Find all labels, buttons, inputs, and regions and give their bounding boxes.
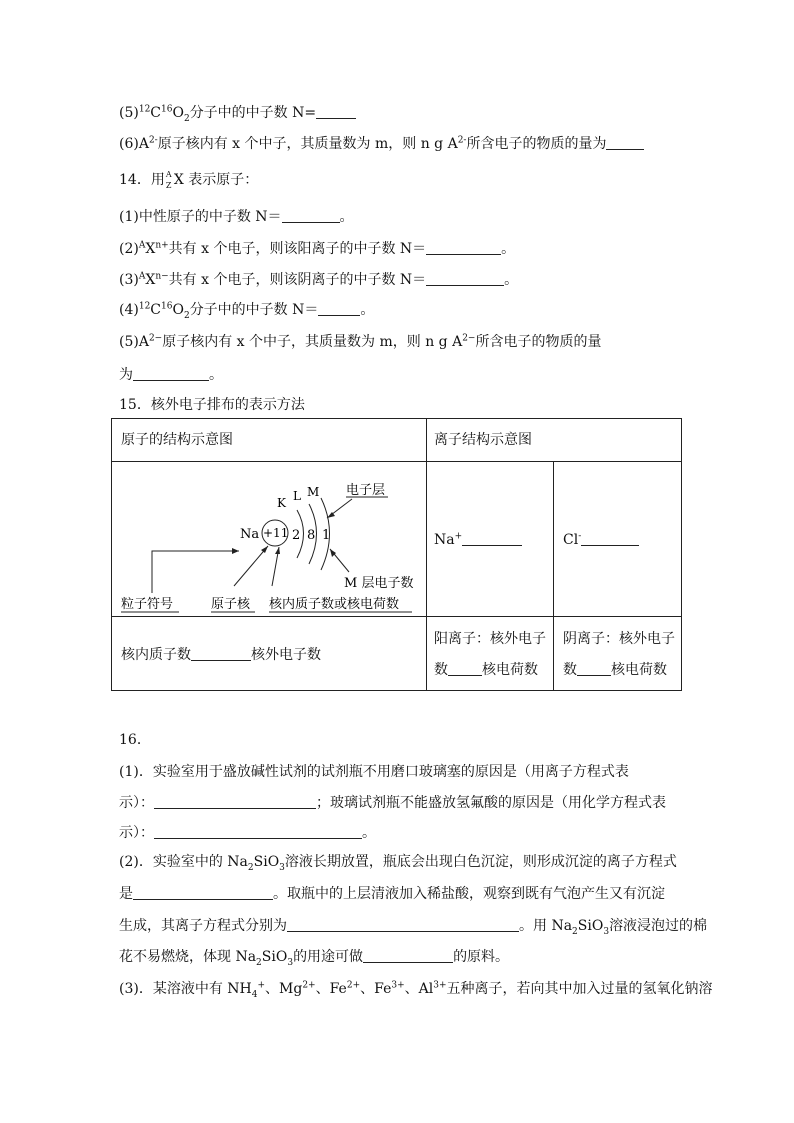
- anion-relation-line1: 阴离子：核外电子: [563, 631, 675, 647]
- answer-blank[interactable]: [282, 208, 340, 223]
- answer-blank[interactable]: [462, 531, 522, 546]
- shell-label-l: L: [293, 489, 301, 503]
- electrons-l: 8: [307, 528, 316, 543]
- answer-blank[interactable]: [426, 240, 501, 255]
- q16-part2-line3: 生成，其离子方程式分别为 。用 $Na_2SiO_3$溶液浸泡过的棉: [119, 918, 708, 937]
- q16-part1-line2: 示）： ；玻璃试剂瓶不能盛放氢氟酸的原因是（用化学方程式表: [119, 795, 666, 811]
- answer-blank[interactable]: [577, 661, 611, 676]
- q15-title: 15．核外电子排布的表示方法: [119, 397, 305, 413]
- anion-relation-line2: 数 核电荷数: [563, 662, 667, 678]
- answer-blank[interactable]: [191, 646, 251, 661]
- element-symbol: Na: [240, 527, 260, 542]
- cation-relation-line2: 数 核电荷数: [434, 662, 538, 678]
- q14-part4: $(4)^{12}C^{16}O_2$分子中的中子数 N＝ 。: [119, 301, 375, 321]
- electron-configuration-table: [111, 418, 682, 691]
- table-divider: [553, 461, 554, 691]
- atom-relation-cell: 核内质子数 核外电子数: [121, 647, 321, 663]
- label-proton-count: 核内质子数或核电荷数: [269, 597, 400, 612]
- answer-blank[interactable]: [154, 824, 362, 839]
- q14-part5: $(5)A^{2-}$原子核内有 x 个中子，其质量数为 m，则 n g $A^{2-}$所含电子的物质的量: [119, 333, 602, 350]
- q14-part5-line2: 为 。: [119, 367, 223, 383]
- answer-blank[interactable]: [581, 531, 639, 546]
- q16-part3-line1: (3)．某溶液中有 $NH_4^+$、$Mg^{2+}$、$Fe^{2+}$、$Fe^{3+}$、$Al^{3+}$五种离子，若向其中加入过量的氢氧化钠溶: [119, 980, 713, 1000]
- cl-ion-cell: Cl-: [563, 531, 639, 549]
- table-divider: [426, 419, 427, 691]
- answer-blank[interactable]: [426, 271, 504, 286]
- q13-part6: $(6)A^{2-}$原子核内有 x 个中子，其质量数为 m，则 n g $A^{2-}$所含电子的物质的量为: [119, 135, 644, 153]
- q16-part1-line3: 示）： 。: [119, 825, 376, 841]
- table-divider: [112, 616, 682, 617]
- q16-part2-line2: 是 。取瓶中的上层清液加入稀盐酸，观察到既有气泡产生又有沉淀: [119, 886, 665, 902]
- answer-blank[interactable]: [133, 366, 209, 381]
- answer-blank[interactable]: [363, 948, 453, 963]
- answer-blank[interactable]: [448, 661, 482, 676]
- answer-blank[interactable]: [154, 794, 316, 809]
- q16-part2-line4: 花不易燃烧，体现 $Na_2SiO_3$的用途可做 的原料。: [119, 949, 510, 968]
- answer-blank[interactable]: [318, 301, 360, 316]
- label-electron-layer: 电子层: [346, 483, 386, 498]
- answer-blank[interactable]: [133, 885, 273, 900]
- cation-relation-line1: 阳离子：核外电子: [434, 631, 546, 647]
- q14-part1: (1)中性原子的中子数 N＝ 。: [119, 209, 354, 225]
- answer-blank[interactable]: [316, 104, 356, 119]
- q16-part1-line1: (1)．实验室用于盛放碱性试剂的试剂瓶不用磨口玻璃塞的原因是（用离子方程式表: [119, 764, 629, 780]
- sodium-atom-diagram: [112, 462, 425, 616]
- answer-blank[interactable]: [287, 917, 519, 932]
- label-nucleus: 原子核: [211, 597, 251, 612]
- q16-number: 16．: [119, 732, 151, 748]
- shell-label-k: K: [277, 496, 286, 510]
- header-ion-diagram: 离子结构示意图: [434, 432, 532, 448]
- nucleus-charge: +11: [263, 526, 289, 540]
- q14-part3: $(3)^AX^{n-}$共有 x 个电子，则该阴离子的中子数 N＝ 。: [119, 271, 519, 288]
- q13-part5: $(5)^{12}C^{16}O_2$分子中的中子数 N=: [119, 104, 356, 122]
- label-m-layer-electrons: M 层电子数: [344, 576, 414, 591]
- answer-blank[interactable]: [606, 135, 644, 150]
- electrons-m: 1: [322, 528, 331, 543]
- q16-part2-line1: (2)．实验室中的 $Na_2SiO_3$溶液长期放置，瓶底会出现白色沉淀，则形成沉淀的离子方程式: [119, 854, 677, 873]
- electrons-k: 2: [292, 528, 301, 543]
- q14-part2: $(2)^AX^{n+}$共有 x 个电子，则该阳离子的中子数 N＝ 。: [119, 240, 516, 257]
- q14-title: 14．用 A Z X 表示原子：: [119, 170, 259, 190]
- na-ion-cell: Na+: [434, 531, 522, 549]
- header-atom-diagram: 原子的结构示意图: [121, 432, 233, 448]
- label-particle-symbol: 粒子符号: [121, 597, 174, 612]
- shell-label-m: M: [307, 485, 320, 499]
